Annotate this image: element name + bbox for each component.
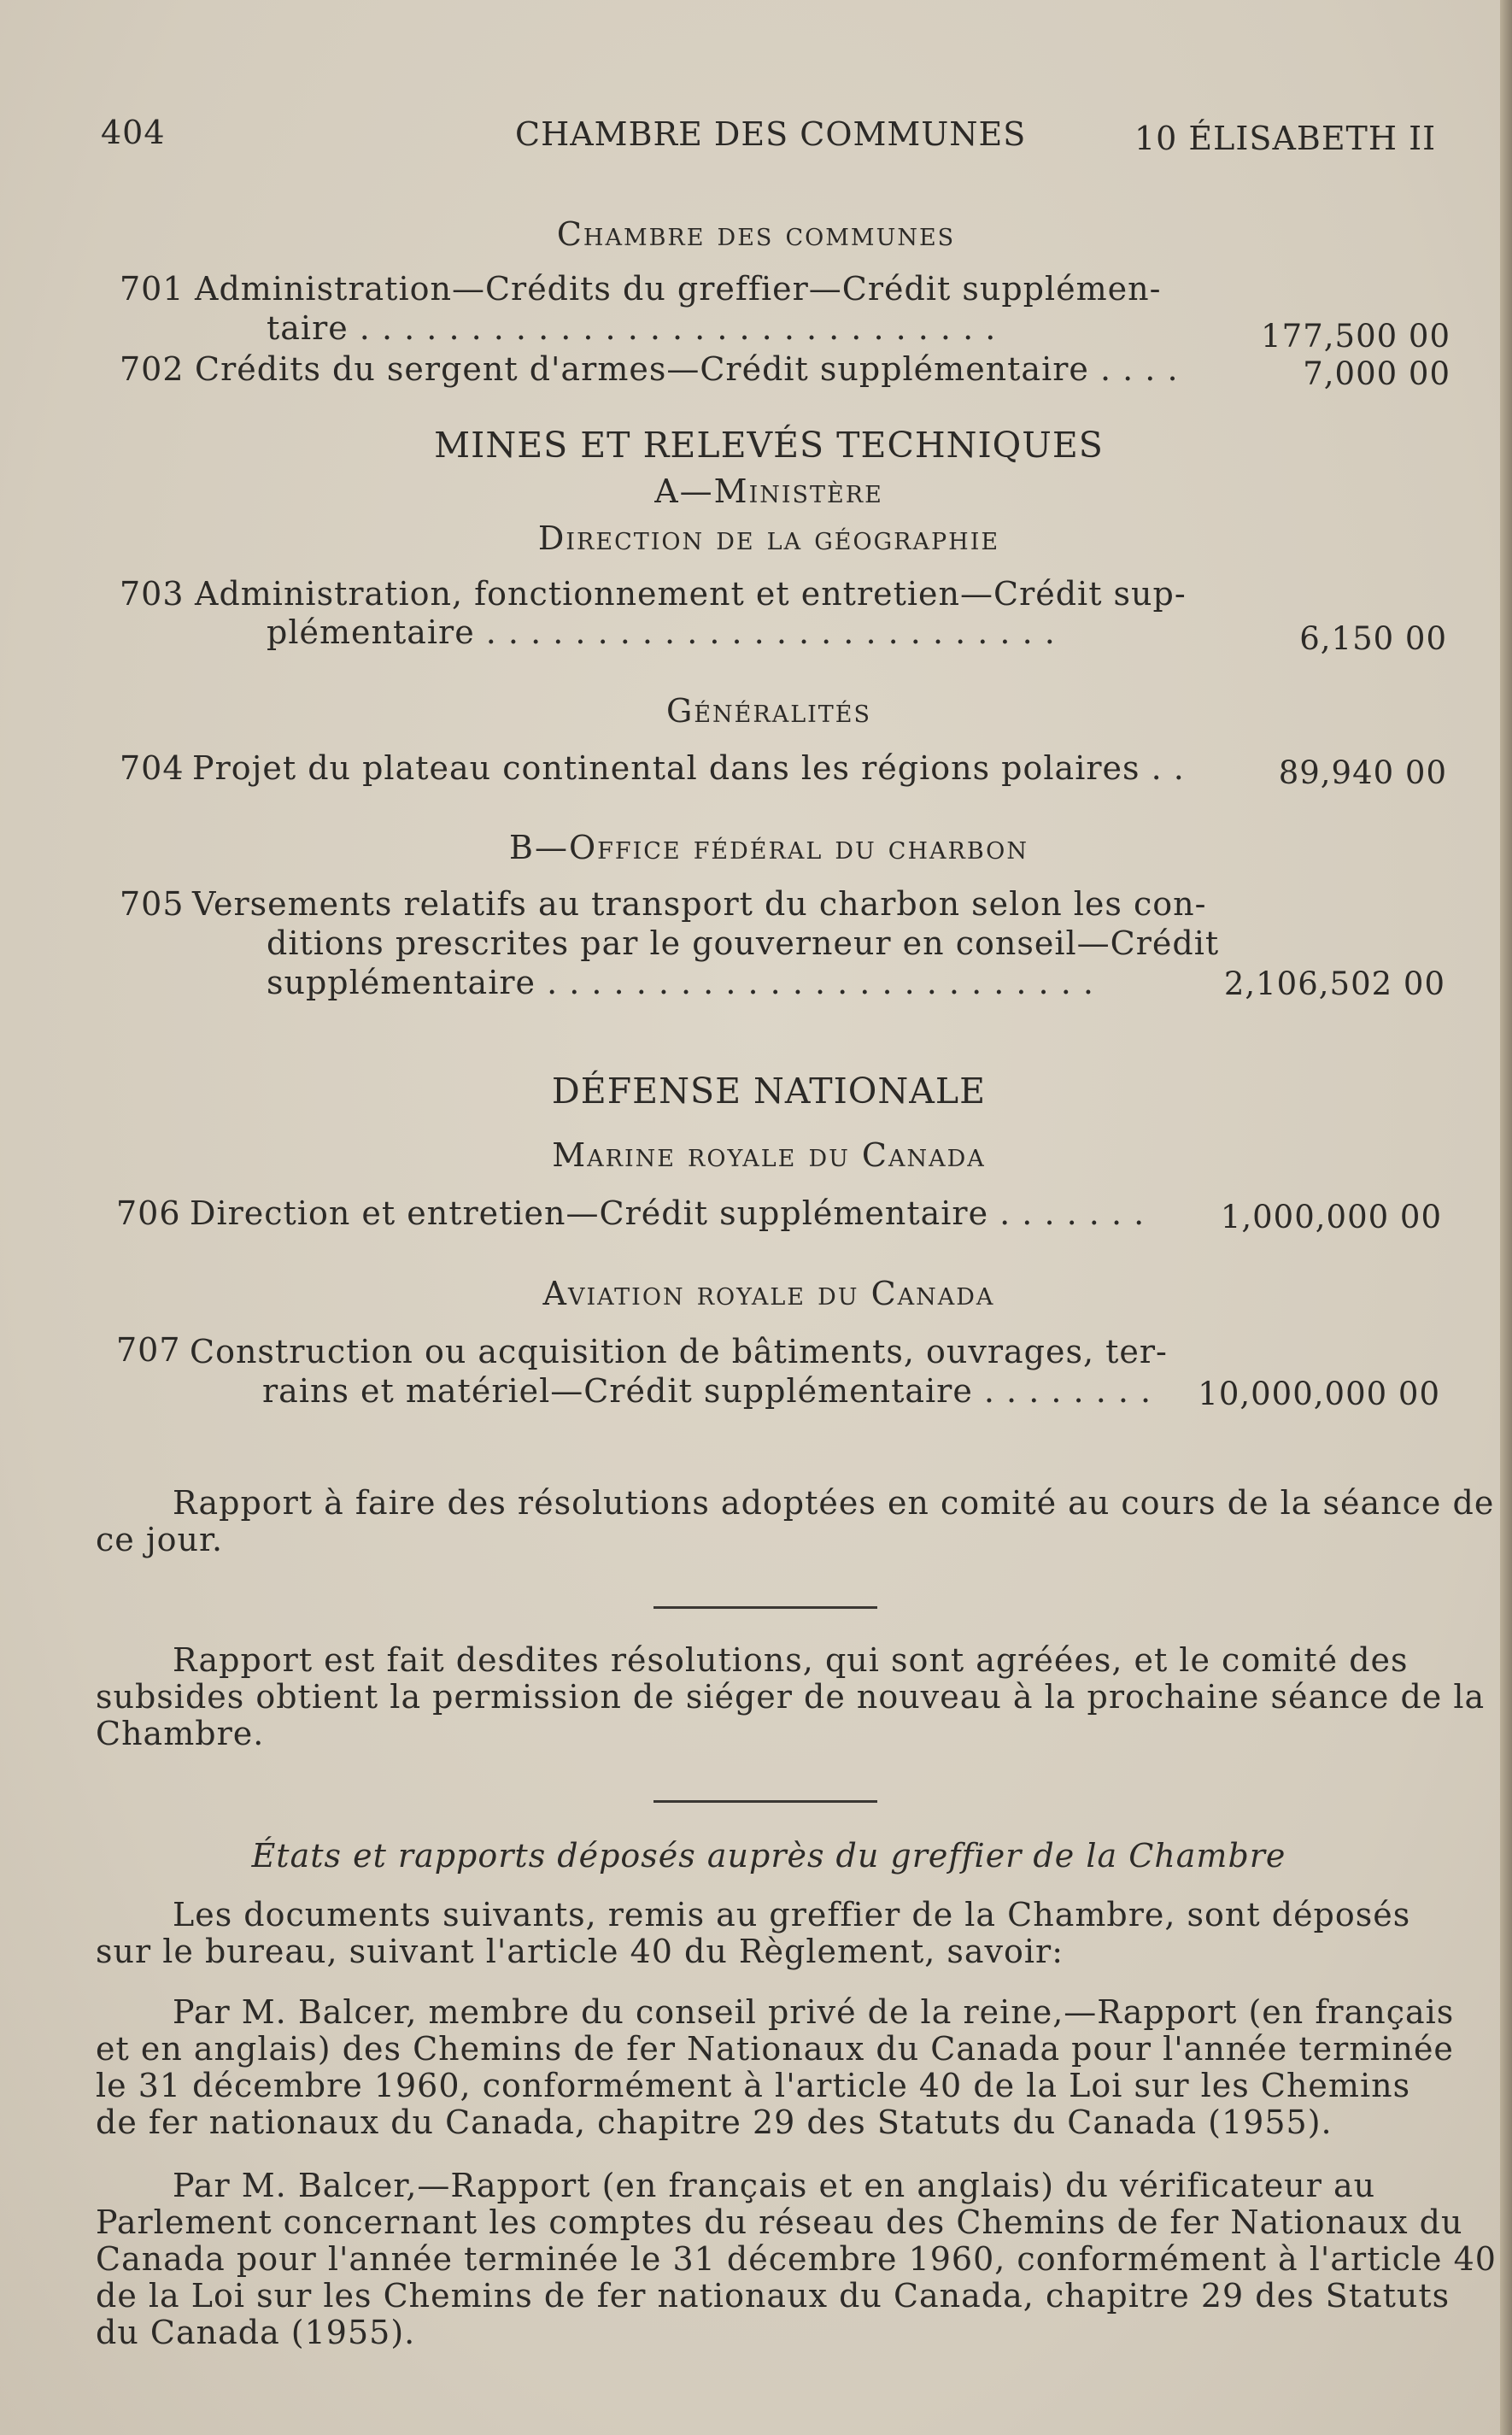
subheading-aviation: Aviation royale du Canada	[542, 1275, 995, 1312]
paragraph-balcer-2-line: Parlement concernant les comptes du réseau des Chemins de fer Nationaux du	[96, 2203, 1463, 2241]
item-text-705-line3: supplémentaire . . . . . . . . . . . . . . . . . . . . . . . . .	[267, 964, 1094, 1001]
paragraph-balcer-2-line: du Canada (1955).	[96, 2314, 416, 2351]
item-amount-706: 1,000,000 00	[1220, 1199, 1442, 1235]
regnal-year: 10 ÉLISABETH II	[1134, 120, 1437, 157]
divider-rule	[653, 1800, 877, 1803]
paragraph-rapport-1	[96, 1485, 1494, 1558]
item-number-702: 702	[120, 350, 185, 388]
page-title: CHAMBRE DES COMMUNES	[515, 115, 1027, 153]
item-amount-704: 89,940 00	[1278, 754, 1447, 791]
section-heading-mines: MINES ET RELEVÉS TECHNIQUES	[434, 425, 1104, 466]
item-text-707-line1: Construction ou acquisition de bâtiments, ouvrages, ter-	[190, 1333, 1168, 1370]
paragraph-rapport-2	[96, 1642, 1485, 1752]
item-text-701-line2: taire . . . . . . . . . . . . . . . . . . . . . . . . . . . . .	[267, 309, 997, 347]
subheading-ministere: A—Ministère	[654, 472, 883, 510]
item-number-704: 704	[120, 749, 185, 787]
section-heading-chambre: Chambre des communes	[556, 215, 956, 253]
item-text-706: Direction et entretien—Crédit supplémentaire . . . . . . .	[190, 1194, 1146, 1232]
paragraph-balcer-2	[96, 2168, 1497, 2351]
page-number: 404	[101, 114, 166, 151]
item-text-704: Projet du plateau continental dans les régions polaires . .	[192, 749, 1185, 787]
paragraph-documents-line: Les documents suivants, remis au greffier de la Chambre, sont déposés	[173, 1896, 1411, 1933]
item-number-706: 706	[116, 1194, 181, 1232]
item-text-707-line2: rains et matériel—Crédit supplémentaire . . . . . . . .	[262, 1372, 1152, 1410]
subheading-geographie: Direction de la géographie	[537, 519, 1000, 557]
subheading-generalites: Généralités	[665, 692, 872, 730]
page-edge-shadow	[1500, 0, 1512, 2435]
paragraph-documents-line: sur le bureau, suivant l'article 40 du Règlement, savoir:	[96, 1933, 1064, 1970]
paragraph-balcer-2-line: Canada pour l'année terminée le 31 décembre 1960, conformément à l'article 40	[96, 2240, 1497, 2278]
divider-rule	[653, 1606, 877, 1609]
item-text-705-line2: ditions prescrites par le gouverneur en conseil—Crédit	[267, 924, 1220, 962]
paragraph-balcer-2-line: Par M. Balcer,—Rapport (en français et en anglais) du vérificateur au	[173, 2167, 1376, 2204]
paragraph-rapport-2-line: subsides obtient la permission de siéger de nouveau à la prochaine séance de la	[96, 1678, 1486, 1716]
subheading-marine: Marine royale du Canada	[552, 1136, 986, 1174]
paragraph-balcer-1-line: Par M. Balcer, membre du conseil privé de la reine,—Rapport (en français	[173, 1993, 1455, 2031]
item-number-703: 703	[120, 575, 185, 613]
item-text-702: Crédits du sergent d'armes—Crédit supplémentaire . . . .	[195, 350, 1179, 388]
paragraph-balcer-1-line: et en anglais) des Chemins de fer Nationaux du Canada pour l'année terminée	[96, 2030, 1454, 2068]
item-number-707: 707	[116, 1331, 181, 1369]
paragraph-balcer-2-line: de la Loi sur les Chemins de fer nationaux du Canada, chapitre 29 des Statuts	[96, 2277, 1450, 2315]
item-number-701: 701	[120, 270, 185, 308]
item-text-701-line1: Administration—Crédits du greffier—Crédit supplémen-	[195, 270, 1162, 308]
paragraph-rapport-2-line: Rapport est fait desdites résolutions, qui sont agréées, et le comité des	[173, 1641, 1409, 1679]
item-amount-707: 10,000,000 00	[1198, 1376, 1440, 1412]
paragraph-balcer-1-line: de fer nationaux du Canada, chapitre 29 des Statuts du Canada (1955).	[96, 2103, 1333, 2141]
paragraph-rapport-2-line: Chambre.	[96, 1715, 265, 1752]
etats-heading: États et rapports déposés auprès du greffier de la Chambre	[251, 1837, 1286, 1875]
item-amount-701: 177,500 00	[1261, 318, 1450, 355]
paragraph-rapport-1-line: Rapport à faire des résolutions adoptées en comité au cours de la séance de	[173, 1484, 1495, 1522]
paragraph-documents	[96, 1897, 1410, 1970]
item-amount-702: 7,000 00	[1303, 355, 1450, 392]
item-text-703-line2: plémentaire . . . . . . . . . . . . . . . . . . . . . . . . . .	[267, 613, 1056, 651]
item-text-703-line1: Administration, fonctionnement et entretien—Crédit sup-	[195, 575, 1187, 613]
item-amount-705: 2,106,502 00	[1223, 965, 1445, 1002]
paragraph-balcer-1-line: le 31 décembre 1960, conformément à l'article 40 de la Loi sur les Chemins	[96, 2067, 1411, 2104]
paragraph-rapport-1-line: ce jour.	[96, 1521, 224, 1558]
item-number-705: 705	[120, 885, 185, 923]
item-text-705-line1: Versements relatifs au transport du charbon selon les con-	[192, 885, 1207, 923]
section-heading-defense: DÉFENSE NATIONALE	[551, 1071, 987, 1112]
paragraph-balcer-1	[96, 1994, 1454, 2141]
subheading-office-charbon: B—Office fédéral du charbon	[509, 829, 1029, 866]
item-amount-703: 6,150 00	[1299, 620, 1447, 657]
